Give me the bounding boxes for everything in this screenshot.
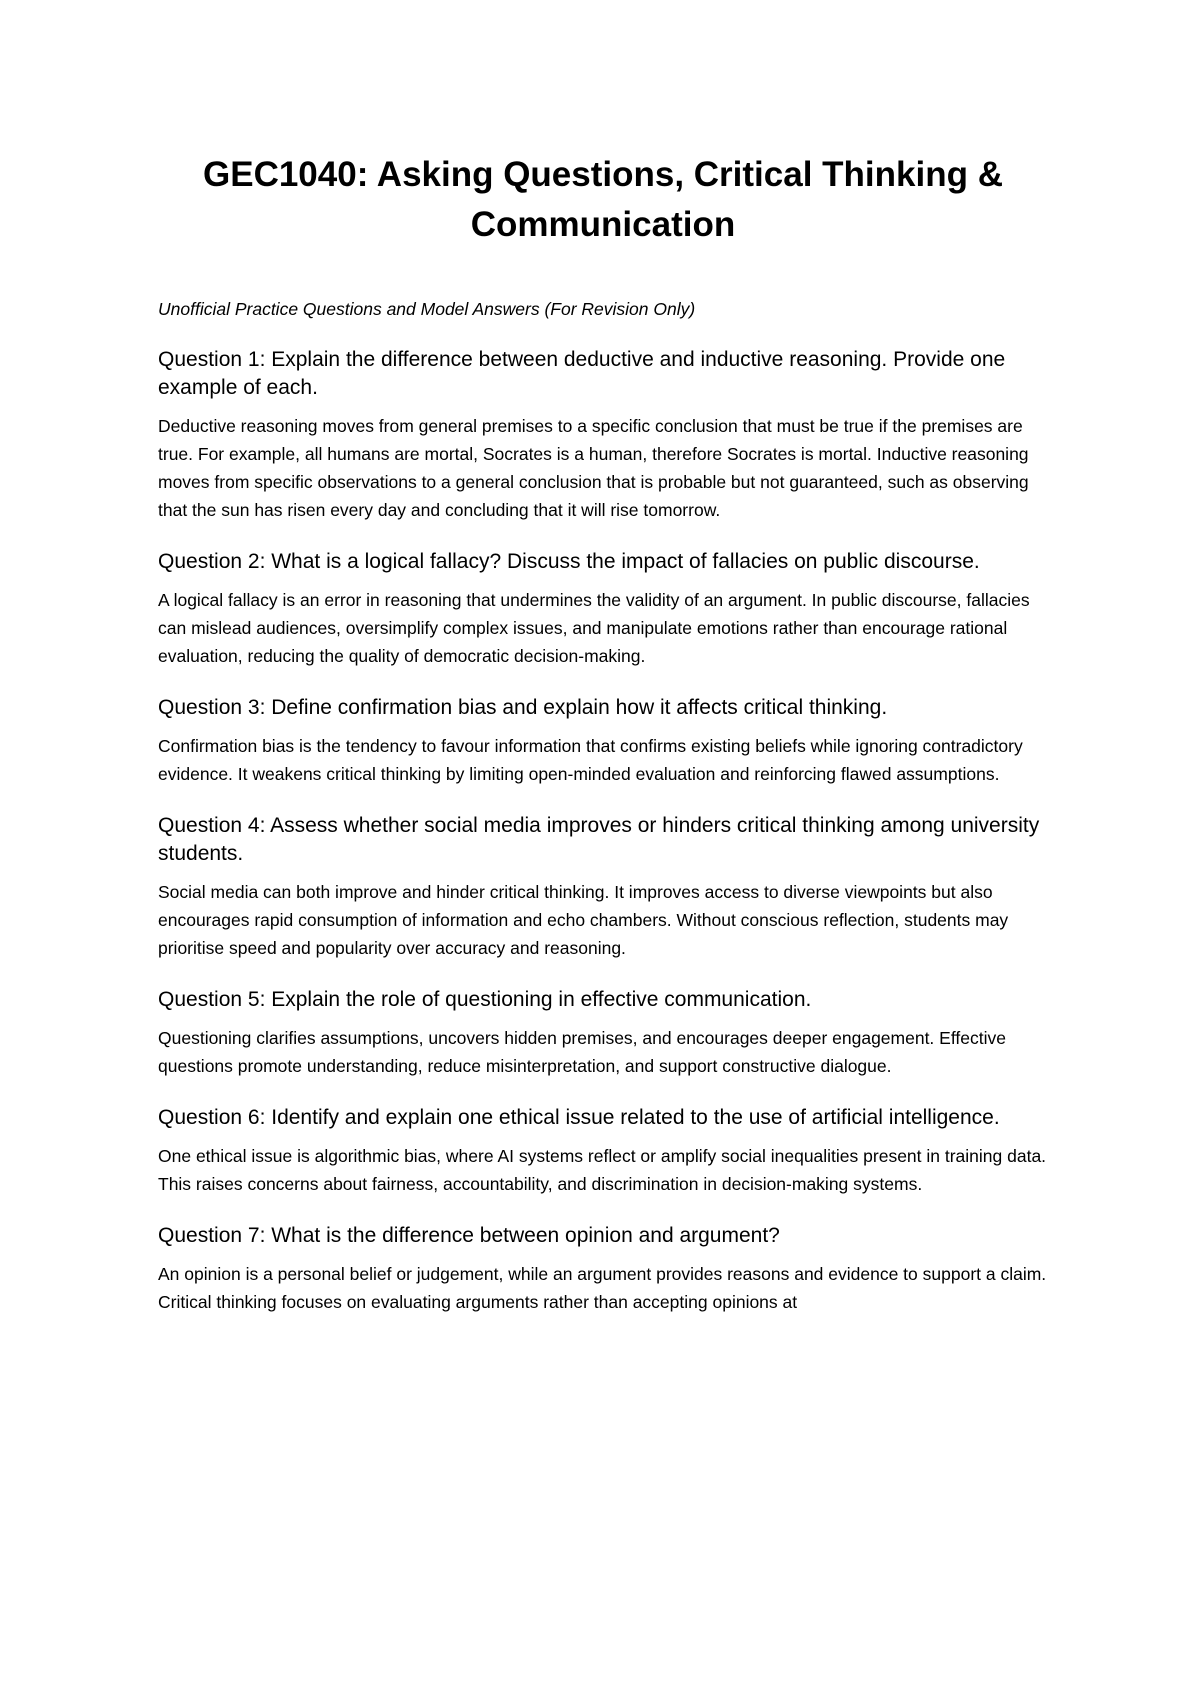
document-subtitle: Unofficial Practice Questions and Model Answers (For Revision Only) xyxy=(158,299,696,319)
qa-item-2 xyxy=(158,548,1048,670)
answer-paragraph: A logical fallacy is an error in reasoning that undermines the validity of an argument. In public discourse, fallacies can mislead audiences, oversimplify complex issues, and manipulate emotions rather than encourage rational evaluation, reducing the quality of democratic decision-making. xyxy=(158,590,1030,666)
answer-paragraph: One ethical issue is algorithmic bias, where AI systems reflect or amplify social inequalities present in training data. This raises concerns about fairness, accountability, and discrimination in decision-making systems. xyxy=(158,1146,1047,1194)
question-heading: Question 5: Explain the role of questioning in effective communication. xyxy=(158,988,812,1011)
question-heading: Question 2: What is a logical fallacy? Discuss the impact of fallacies on public discourse. xyxy=(158,550,980,573)
qa-item-3 xyxy=(158,694,1048,788)
qa-item-5 xyxy=(158,986,1048,1080)
answer-paragraph: Deductive reasoning moves from general premises to a specific conclusion that must be true if the premises are true. For example, all humans are mortal, Socrates is a human, therefore Socrates is mortal. Inductive reasoning moves from specific observations to a general conclusion that is probable but not guaranteed, such as observing that the sun has risen every day and concluding that it will rise tomorrow. xyxy=(158,416,1029,520)
question-heading: Question 6: Identify and explain one ethical issue related to the use of artificial intelligence. xyxy=(158,1106,1000,1129)
qa-item-1 xyxy=(158,346,1048,524)
document-title: GEC1040: Asking Questions, Critical Thinking & Communication xyxy=(203,155,1003,244)
document-content xyxy=(158,150,1048,1316)
answer-paragraph: Social media can both improve and hinder critical thinking. It improves access to diverse viewpoints but also encourages rapid consumption of information and echo chambers. Without conscious reflection, students may prioritise speed and popularity over accuracy and reasoning. xyxy=(158,882,1009,958)
question-heading: Question 3: Define confirmation bias and explain how it affects critical thinking. xyxy=(158,696,888,719)
qa-item-4 xyxy=(158,812,1048,962)
answer-paragraph: Confirmation bias is the tendency to favour information that confirms existing beliefs while ignoring contradictory evidence. It weakens critical thinking by limiting open-minded evaluation and reinforcing flawed assumptions. xyxy=(158,736,1023,784)
question-heading: Question 1: Explain the difference between deductive and inductive reasoning. Provide one example of each. xyxy=(158,348,1006,399)
question-heading: Question 7: What is the difference between opinion and argument? xyxy=(158,1224,780,1247)
answer-paragraph: An opinion is a personal belief or judgement, while an argument provides reasons and evidence to support a claim. Critical thinking focuses on evaluating arguments rather than accepting opinions at xyxy=(158,1264,1047,1312)
qa-item-7 xyxy=(158,1222,1048,1316)
answer-paragraph: Questioning clarifies assumptions, uncovers hidden premises, and encourages deeper engagement. Effective questions promote understanding, reduce misinterpretation, and support constructive dialogue. xyxy=(158,1028,1006,1076)
question-heading: Question 4: Assess whether social media improves or hinders critical thinking among university students. xyxy=(158,814,1040,865)
qa-item-6 xyxy=(158,1104,1048,1198)
